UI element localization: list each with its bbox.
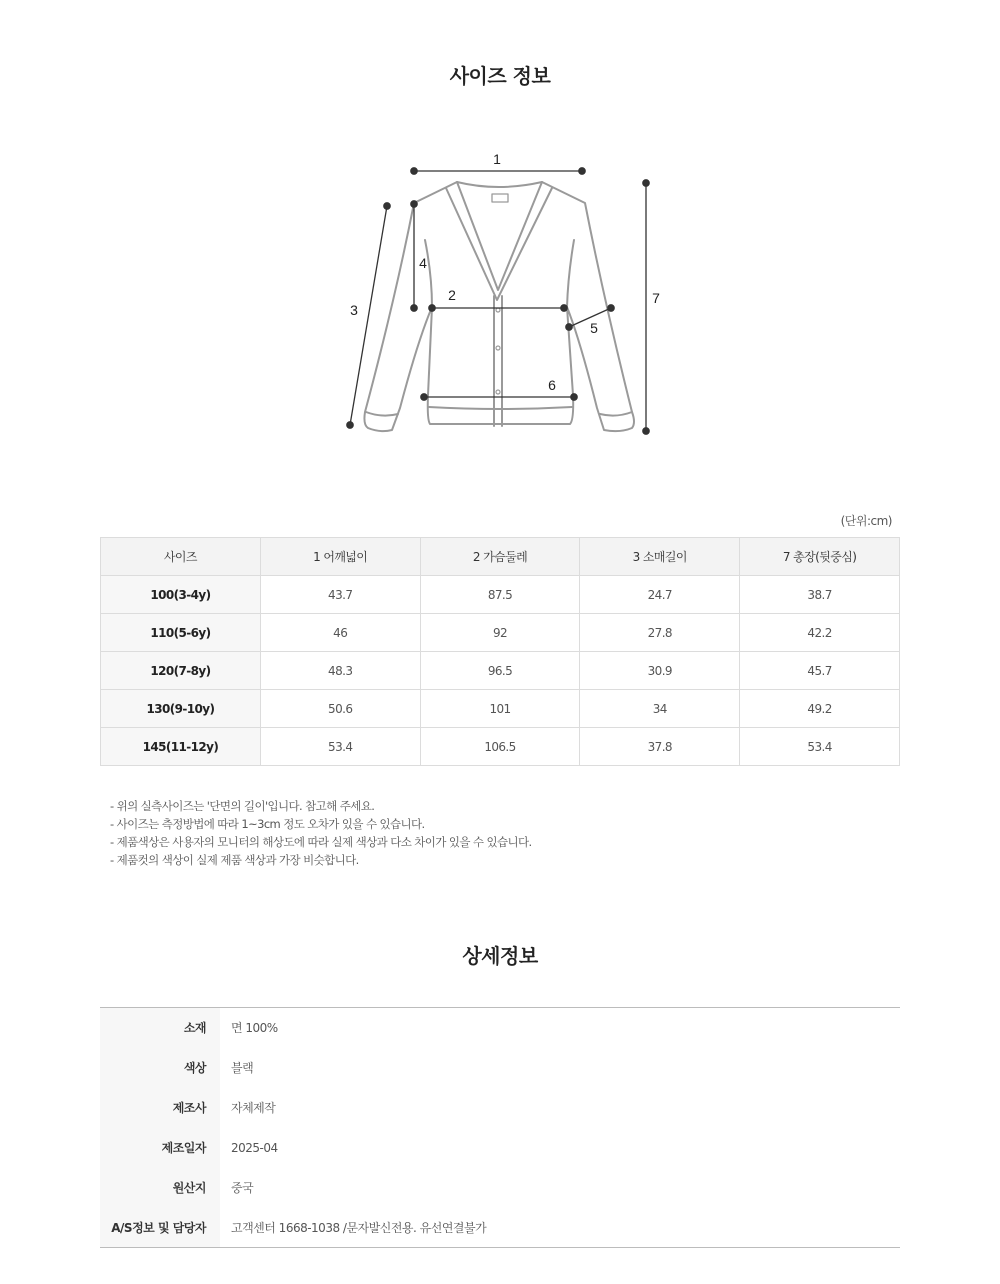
detail-label: 제조사 xyxy=(100,1088,220,1128)
size-cell: 110(5-6y) xyxy=(101,614,261,652)
detail-value: 자체제작 xyxy=(231,1101,276,1115)
value-cell: 46 xyxy=(260,614,420,652)
table-row xyxy=(101,576,900,614)
table-row xyxy=(101,690,900,728)
header-cell: 3 소매길이 xyxy=(580,538,740,576)
unit-label: (단위:cm) xyxy=(840,514,892,528)
value-cell: 27.8 xyxy=(580,614,740,652)
label-1: 1 xyxy=(493,151,501,167)
size-cell: 120(7-8y) xyxy=(101,652,261,690)
table-row xyxy=(101,652,900,690)
label-2: 2 xyxy=(448,287,456,303)
size-info-title: 사이즈 정보 xyxy=(449,64,551,88)
label-7: 7 xyxy=(652,290,660,306)
table-row xyxy=(100,1008,900,1048)
detail-table xyxy=(100,1007,900,1248)
detail-label: 색상 xyxy=(100,1048,220,1088)
detail-value: 면 100% xyxy=(231,1021,278,1036)
header-cell: 사이즈 xyxy=(101,538,261,576)
table-row xyxy=(100,1128,900,1168)
detail-value: 고객센터 1668-1038 /문자발신전용. 유선연결불가 xyxy=(231,1220,487,1235)
detail-label: 제조일자 xyxy=(100,1128,220,1168)
value-cell: 53.4 xyxy=(260,728,420,766)
value-cell: 24.7 xyxy=(580,576,740,614)
value-cell: 48.3 xyxy=(260,652,420,690)
table-row xyxy=(100,1208,900,1248)
table-row xyxy=(100,1088,900,1128)
detail-value: 중국 xyxy=(231,1181,254,1195)
table-row xyxy=(100,1048,900,1088)
detail-label: 소재 xyxy=(100,1008,220,1048)
note-line: - 사이즈는 측정방법에 따라 1~3cm 정도 오차가 있을 수 있습니다. xyxy=(110,817,425,831)
size-table xyxy=(100,537,900,766)
detail-value: 블랙 xyxy=(231,1061,254,1075)
detail-label: A/S정보 및 담당자 xyxy=(100,1208,220,1248)
size-cell: 100(3-4y) xyxy=(101,576,261,614)
value-cell: 45.7 xyxy=(740,652,900,690)
value-cell: 34 xyxy=(580,690,740,728)
value-cell: 30.9 xyxy=(580,652,740,690)
header-cell: 1 어깨넓이 xyxy=(260,538,420,576)
value-cell: 37.8 xyxy=(580,728,740,766)
value-cell: 38.7 xyxy=(740,576,900,614)
value-cell: 96.5 xyxy=(420,652,580,690)
table-row xyxy=(101,614,900,652)
size-cell: 130(9-10y) xyxy=(101,690,261,728)
value-cell: 53.4 xyxy=(740,728,900,766)
size-table-header xyxy=(101,538,900,576)
header-cell: 2 가슴둘레 xyxy=(420,538,580,576)
value-cell: 92 xyxy=(420,614,580,652)
label-4: 4 xyxy=(419,255,427,271)
detail-info-title: 상세정보 xyxy=(462,944,538,968)
value-cell: 50.6 xyxy=(260,690,420,728)
label-3: 3 xyxy=(350,302,358,318)
value-cell: 42.2 xyxy=(740,614,900,652)
value-cell: 87.5 xyxy=(420,576,580,614)
note-line: - 제품색상은 사용자의 모니터의 해상도에 따라 실제 색상과 다소 차이가 있을 수 있습니다. xyxy=(110,835,532,849)
table-row xyxy=(101,728,900,766)
header-cell: 7 총장(뒷중심) xyxy=(740,538,900,576)
detail-value: 2025-04 xyxy=(231,1140,278,1155)
detail-label: 원산지 xyxy=(100,1168,220,1208)
size-notes xyxy=(110,797,532,869)
value-cell: 101 xyxy=(420,690,580,728)
table-row xyxy=(100,1168,900,1208)
value-cell: 43.7 xyxy=(260,576,420,614)
value-cell: 49.2 xyxy=(740,690,900,728)
value-cell: 106.5 xyxy=(420,728,580,766)
note-line: - 위의 실측사이즈는 '단면의 길이'입니다. 참고해 주세요. xyxy=(110,799,375,813)
size-cell: 145(11-12y) xyxy=(101,728,261,766)
cardigan-size-diagram xyxy=(330,145,670,445)
label-5: 5 xyxy=(590,320,598,336)
note-line: - 제품컷의 색상이 실제 제품 색상과 가장 비슷합니다. xyxy=(110,853,359,867)
label-6: 6 xyxy=(548,377,556,393)
